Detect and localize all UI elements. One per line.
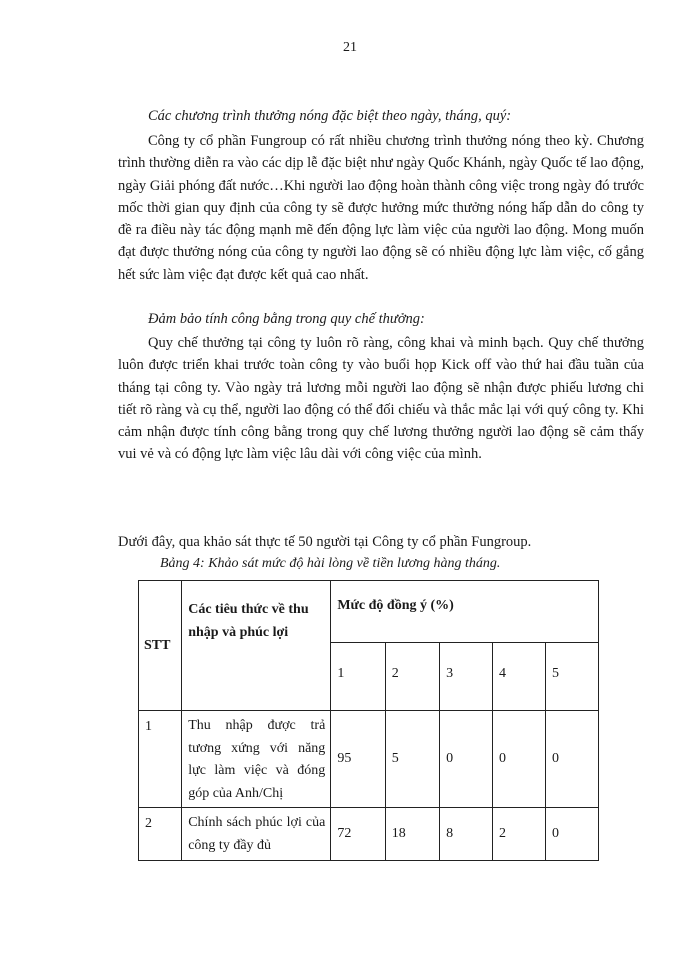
survey-intro: Dưới đây, qua khảo sát thực tế 50 người tại Công ty cổ phần Fungroup. [118,534,532,550]
header-agreement-level: Mức độ đồng ý (%) [331,581,599,643]
row-value: 0 [546,711,599,808]
level-2: 2 [385,643,439,711]
table-row [139,711,599,808]
row-stt: 1 [139,711,182,808]
level-3: 3 [440,643,493,711]
row-value: 8 [440,808,493,861]
row-value: 2 [493,808,546,861]
row-value: 72 [331,808,385,861]
header-stt: STT [139,581,182,711]
level-1: 1 [331,643,385,711]
row-stt: 2 [139,808,182,861]
row-value: 95 [331,711,385,808]
row-criteria: Thu nhập được trả tương xứng với năng lực làm việc và đóng góp của Anh/Chị [182,711,331,808]
table-row [139,808,599,861]
page-number: 21 [343,40,357,55]
section-heading-hot-bonus: Các chương trình thưởng nóng đặc biệt theo ngày, tháng, quý: [148,108,512,124]
table-header-row [139,581,599,643]
paragraph-hot-bonus: Công ty cổ phần Fungroup có rất nhiều chương trình thưởng nóng theo kỳ. Chương trình thường diễn ra vào các dịp lễ đặc biệt như ngày Quốc Khánh, ngày Quốc tế lao động, ngày Giải phóng đất nước…Khi người lao động hoàn thành công việc trong ngày đó trước mốc thời gian quy định của công ty sẽ được hưởng mức thưởng nóng hấp dẫn do công ty đề ra điều này tác động mạnh mẽ đến động lực làm việc của người lao động. Mong muốn đạt được thưởng nóng của công ty người lao động sẽ có nhiều động lực làm việc, cố gắng hết sức làm việc đạt được kết quả cao nhất. [118,133,644,283]
level-5: 5 [546,643,599,711]
row-value: 0 [546,808,599,861]
row-value: 0 [440,711,493,808]
table-caption: Bảng 4: Khảo sát mức độ hài lòng về tiền lương hàng tháng. [160,556,501,571]
row-value: 18 [385,808,439,861]
paragraph-fairness: Quy chế thưởng tại công ty luôn rõ ràng, công khai và minh bạch. Quy chế thưởng luôn được triển khai trước toàn công ty vào buổi họp Kick off vào thứ hai đầu tuần của tháng tại công ty. Vào ngày trả lương mỗi người lao động sẽ nhận được phiếu lương chi tiết rõ ràng và cụ thể, người lao động có thể đối chiếu và thắc mắc lại với quý công ty. Khi cảm nhận được tính công bằng trong quy chế lương thưởng người lao động sẽ cảm thấy vui vẻ và có động lực làm việc lâu dài với công việc của mình. [118,335,644,463]
row-value: 5 [385,711,439,808]
survey-table [138,580,599,861]
level-4: 4 [493,643,546,711]
row-criteria: Chính sách phúc lợi của công ty đầy đủ [182,808,331,861]
header-criteria: Các tiêu thức về thu nhập và phúc lợi [182,581,331,711]
row-value: 0 [493,711,546,808]
section-heading-fairness: Đảm bảo tính công bằng trong quy chế thưởng: [148,311,425,327]
